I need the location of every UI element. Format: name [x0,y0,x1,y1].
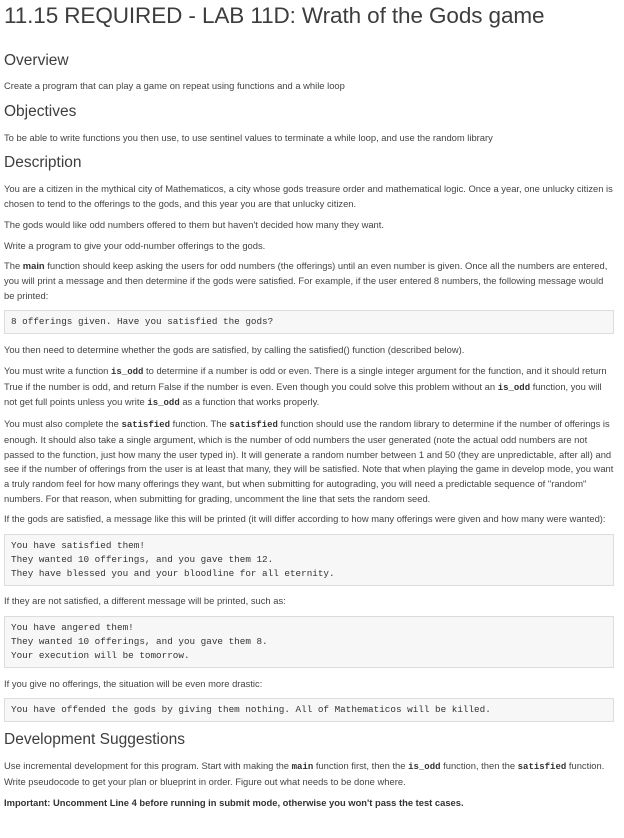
p7-text-c: function should use the random library to determine if the number of offerings is enough. It should also take a single argument, which is the number of odd numbers the user generated (note the actual odd numbers are not passed to the function, just how many the user typed in). It will generate a random number between 1 and 50 (they are unpredictable, after all) and see if the number of offerings from the user is at least that many, they will be satisfied. Note that when playing the game in develop mode, you want a truly random feel for how many offerings they want, but when submitting for autograding, you will need a predictable sequence of "random" numbers. For that reason, when submitting for grading, uncomment the line that sets the random seed. [4,418,614,504]
objectives-heading: Objectives [4,102,77,120]
satisfied-code: satisfied [517,762,567,773]
p7-text-a: You must also complete the [4,418,122,430]
description-paragraph-1: You are a citizen in the mythical city of Mathematicos, a city whose gods treasure order and mathematical logic. Once a year, one unlucky citizen is chosen to tend to the offerings to the gods, and this year you are that unlucky citizen. [4,183,613,210]
description-paragraph-5: You then need to determine whether the gods are satisfied, by calling the satisfied() function (described below). [4,344,465,356]
description-paragraph-9: If they are not satisfied, a different message will be printed, such as: [4,595,286,607]
code-block-offerings [4,310,614,334]
dev-text-d: function. Write pseudocode to get your plan or blueprint in order. Figure out what needs to be done where. [4,760,605,788]
is-odd-code: is_odd [497,382,531,393]
description-heading: Description [4,154,82,172]
code-line: They have blessed you and your bloodline for all eternity. [11,568,335,580]
satisfied-code: satisfied [229,420,278,431]
code-line: Your execution will be tomorrow. [11,649,190,661]
description-paragraph-6 [4,364,614,411]
code-block-satisfied [4,534,614,586]
development-heading: Development Suggestions [4,731,185,749]
dev-text-a: Use incremental development for this program. Start with making the [4,760,292,772]
main-keyword: main [22,260,45,272]
p4-text-b: function should keep asking the users for odd numbers (the offerings) until an even number is given. Once all the numbers are entered, you will print a message and then determine if the gods were satisfied. For example, if the user entered 8 numbers, the following message would be printed: [4,260,608,301]
is-odd-code: is_odd [111,367,144,378]
satisfied-code: satisfied [121,420,171,431]
code-block-offended [4,698,614,722]
code-line: They wanted 10 offerings, and you gave them 12. [11,554,274,566]
code-line: You have offended the gods by giving them nothing. All of Mathematicos will be killed. [11,704,491,716]
development-paragraph [4,759,614,789]
overview-heading: Overview [4,52,69,69]
description-paragraph-7 [4,417,614,506]
important-note: Important: Uncomment Line 4 before running in submit mode, otherwise you won't pass the test cases. [4,796,464,808]
code-line: They wanted 10 offerings, and you gave them 8. [11,635,268,647]
p7-text-b: function. The [170,418,230,430]
code-block-angered [4,616,614,668]
p6-text-a: You must write a function [4,365,112,377]
overview-text: Create a program that can play a game on repeat using functions and a while loop [4,80,345,91]
description-paragraph-8: If the gods are satisfied, a message like this will be printed (it will differ according to how many offerings were given and how many were wanted): [4,513,606,525]
description-paragraph-4 [4,259,614,303]
p4-text-a: The [4,260,23,272]
code-line: You have satisfied them! [11,540,145,552]
p6-text-b: to determine if a number is odd or even. There is a single integer argument for the function, and it should return True if the number is odd, and return False if the number is even. Even though you could solve this problem without an [4,365,607,392]
is-odd-code: is_odd [408,762,441,773]
p6-text-d: as a function that works properly. [179,396,320,408]
dev-text-c: function, then the [440,760,518,772]
code-line: 8 offerings given. Have you satisfied the gods? [11,316,274,328]
code-line: You have angered them! [11,621,134,633]
objectives-text: To be able to write functions you then use, to use sentinel values to terminate a while loop, and use the random library [4,131,493,143]
description-paragraph-3: Write a program to give your odd-number offerings to the gods. [4,239,266,251]
page-title: 11.15 REQUIRED - LAB 11D: Wrath of the Gods game [4,3,545,28]
main-code: main [291,762,314,773]
description-paragraph-10: If you give no offerings, the situation will be even more drastic: [4,677,263,689]
dev-text-b: function first, then the [313,760,409,772]
is-odd-code: is_odd [147,398,180,409]
p6-text-c: function, you will not get full points unless you write [4,380,602,408]
description-paragraph-2: The gods would like odd numbers offered to them but haven't decided how many they want. [4,218,384,230]
